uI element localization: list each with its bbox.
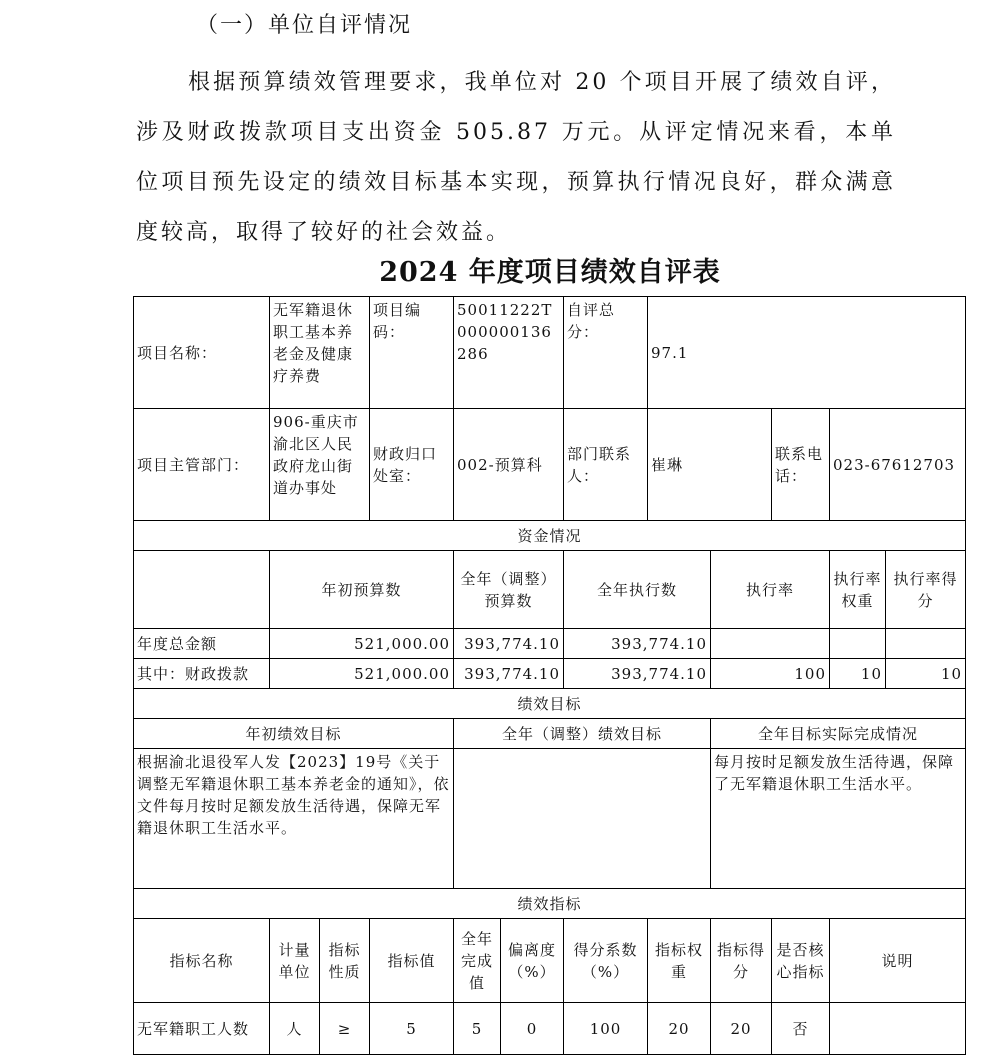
table-row [134,1003,966,1055]
ind-header-unit: 计量单位 [270,919,320,1003]
dept-label: 项目主管部门： [134,409,270,521]
goals-header-actual: 全年目标实际完成情况 [711,719,966,749]
ind-header-value: 指标值 [370,919,454,1003]
contact-value: 崔琳 [648,409,772,521]
ind-score: 20 [711,1003,772,1055]
finance-value: 002-预算科 [454,409,564,521]
score-label: 自评总分： [564,297,648,409]
funds-row-adjusted: 393,774.10 [454,629,564,659]
ind-header-completed: 全年完成值 [454,919,501,1003]
ind-completed: 5 [454,1003,501,1055]
ind-unit: 人 [270,1003,320,1055]
ind-coef: 100 [564,1003,648,1055]
goals-header-adjusted: 全年（调整）绩效目标 [454,719,711,749]
ind-note [830,1003,966,1055]
score-value: 97.1 [648,297,966,409]
ind-header-weight: 指标权重 [648,919,711,1003]
funds-header-weight: 执行率权重 [830,551,886,629]
funds-row-label: 其中：财政拨款 [134,659,270,689]
ind-deviation: 0 [501,1003,564,1055]
funds-row-executed: 393,774.10 [564,629,711,659]
ind-header-name: 指标名称 [134,919,270,1003]
funds-row-score: 10 [886,659,966,689]
table-title: 2024 年度项目绩效自评表 [379,257,721,288]
ind-name: 无军籍职工人数 [134,1003,270,1055]
ind-core: 否 [772,1003,830,1055]
funds-header-budget: 年初预算数 [270,551,454,629]
ind-weight: 20 [648,1003,711,1055]
funds-row-budget: 521,000.00 [270,629,454,659]
funds-row-executed: 393,774.10 [564,659,711,689]
contact-label: 部门联系人： [564,409,648,521]
project-code-value: 50011222T000000136286 [454,297,564,409]
section-heading: （一）单位自评情况 [196,13,413,38]
dept-value: 906-重庆市渝北区人民政府龙山街道办事处 [270,409,370,521]
funds-section-title: 资金情况 [134,521,966,551]
ind-value: 5 [370,1003,454,1055]
funds-header-executed: 全年执行数 [564,551,711,629]
funds-row-adjusted: 393,774.10 [454,659,564,689]
finance-label: 财政归口处室： [370,409,454,521]
ind-header-note: 说明 [830,919,966,1003]
funds-row-weight: 10 [830,659,886,689]
ind-nature: ≥ [320,1003,370,1055]
phone-label: 联系电话： [772,409,830,521]
goals-header-initial: 年初绩效目标 [134,719,454,749]
ind-header-nature: 指标性质 [320,919,370,1003]
funds-header-rate: 执行率 [711,551,830,629]
ind-header-core: 是否核心指标 [772,919,830,1003]
funds-row-rate [711,629,830,659]
goals-section-title: 绩效目标 [134,689,966,719]
goal-actual-text: 每月按时足额发放生活待遇，保障了无军籍退休职工生活水平。 [711,749,966,889]
ind-header-score: 指标得分 [711,919,772,1003]
funds-row-weight [830,629,886,659]
funds-row-score [886,629,966,659]
ind-header-deviation: 偏离度（%） [501,919,564,1003]
funds-row-rate: 100 [711,659,830,689]
self-evaluation-table [133,296,966,1055]
funds-row-label: 年度总金额 [134,629,270,659]
table-row [134,629,966,659]
intro-paragraph: 根据预算绩效管理要求，我单位对 20 个项目开展了绩效自评，涉及财政拨款项目支出资金 505.87 万元。从评定情况来看，本单位项目预先设定的绩效目标基本实现，预算执行情况良好，群众满意度较高，取得了较好的社会效益。 [136,70,896,245]
ind-header-coef: 得分系数（%） [564,919,648,1003]
funds-row-budget: 521,000.00 [270,659,454,689]
project-name-label: 项目名称： [134,297,270,409]
funds-header-adjusted: 全年（调整）预算数 [454,551,564,629]
goal-initial-text: 根据渝北退役军人发【2023】19号《关于调整无军籍退休职工基本养老金的通知》，依文件每月按时足额发放生活待遇，保障无军籍退休职工生活水平。 [134,749,454,889]
goal-adjusted-text [454,749,711,889]
funds-header-blank [134,551,270,629]
phone-value: 023-67612703 [830,409,966,521]
funds-header-score: 执行率得分 [886,551,966,629]
project-code-label: 项目编码： [370,297,454,409]
project-name-value: 无军籍退休职工基本养老金及健康疗养费 [270,297,370,409]
table-row [134,659,966,689]
indicators-section-title: 绩效指标 [134,889,966,919]
